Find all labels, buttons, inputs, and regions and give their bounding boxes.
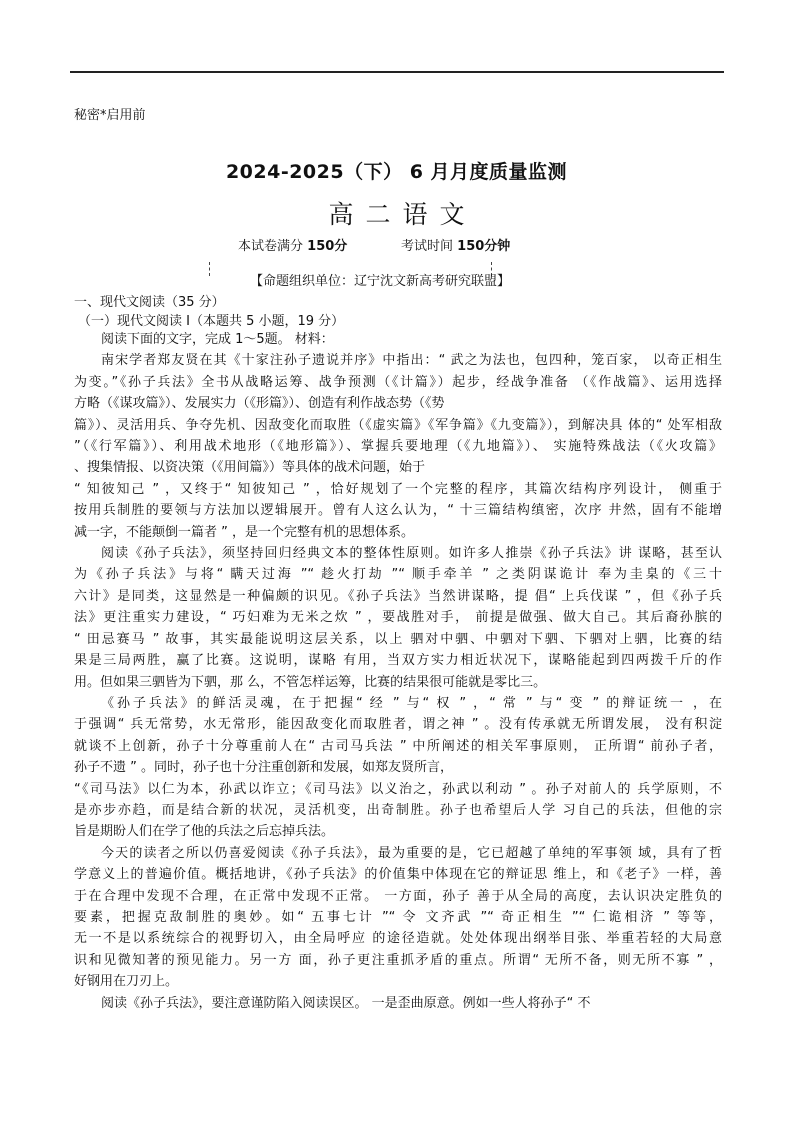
exam-title: 2024-2025（下） 6 月月度质量监测 (225, 161, 568, 183)
score-label: 本试卷满分 (238, 239, 304, 254)
passage-line: 学意义上的普遍价值。概括地讲，《孙子兵法》的价值集中体现在它的辩证思 维上，和《老子》一样，善 (74, 867, 722, 883)
passage-line: 《孙子兵法》的鲜活灵魂，在于把握“ 经 ” 与“ 权 ” ，“ 常 ” 与“ 变 ” 的辩证统一 ，在 (101, 695, 722, 711)
passage-line: 果是三局两胜，赢了比赛。这说明，谋略 有用，当双方实力相近状况下，谋略能起到四两拨千斤的作 (74, 653, 722, 669)
passage-line: 为变。”《孙子兵法》全书从战略运筹、战争预测（《计篇》）起步，经战争准备 （《作战篇》、运用选择 (74, 374, 722, 390)
cut-mark-left (209, 262, 210, 276)
passage-line: 旨是期盼人们在学了他的兵法之后忘掉兵法。 (74, 824, 335, 840)
time-info (401, 235, 510, 254)
passage-line: 为《孙子兵法》与将“ 瞒天过海 ”“ 趁火打劫 ”“ 顺手牵羊 ” 之类阴谋诡计 奉为圭臬的《三十 (74, 567, 722, 583)
passage-line: “ 知彼知己 ” ，又终于“ 知彼知己 ” ，恰好规划了一个完整的程序，其篇次结构序列设计， 侧重于 (74, 481, 722, 497)
confidential-label: 秘密*启用前 (74, 108, 146, 123)
passage-line: 无一不是以系统综合的视野切入，由全局呼应 的途径造就。处处体现出纲举目张、举重若轻的大局意 (74, 931, 722, 947)
passage-line: 、搜集情报、以资决策（《用间篇》）等具体的战术问题，始于 (74, 460, 426, 476)
passage-line: “ 田忌赛马 ” 故事，其实最能说明这层关系，以上 驷对中驷、中驷对下驷、下驷对上驷，比赛的结 (74, 631, 722, 647)
passage-line: 好钢用在刀刃上。 (74, 974, 179, 990)
passage-line: 六计》是同类，这显然是一种偏颇的识见。《孙子兵法》当然讲谋略，提 倡“ 上兵伐谋 ” ，但《孙子兵 (74, 588, 722, 604)
passage-line: 法》更注重实力建设，“ 巧妇难为无米之炊 ” ，要战胜对手， 前提是做强、做大自己。其后裔孙膑的 (74, 610, 722, 626)
time-value: 150分钟 (457, 239, 511, 254)
passage-line: 要素，把握克敌制胜的奥妙。如“ 五事七计 ”“ 令 文齐武 ”“ 奇正相生 ”“ 仁诡相济 ” 等等， (74, 909, 722, 925)
passage-line: 于在合理中发现不合理，在正常中发现不正常。 一方面，孙子 善于从全局的高度，去认识决定胜负的 (74, 888, 722, 904)
reading-passage (74, 329, 722, 1014)
passage-line: 孙子不遗 ” 。同时，孙子也十分注重创新和发展，如郑友贤所言， (74, 760, 453, 776)
subsection-heading: （一）现代文阅读 I（本题共 5 小题，19 分） (78, 314, 345, 329)
passage-line: 就谈不上创新，孙子十分尊重前人在“ 古司马兵法 ” 中所阐述的相关军事原则， 正所谓“ 前孙子者， (74, 738, 722, 754)
section-heading: 一、现代文阅读（35 分） (74, 295, 225, 310)
passage-line: 阅读《孙子兵法》，要注意谨防陷入阅读误区。 一是歪曲原意。例如一些人将孙子“ 不 (101, 995, 591, 1011)
passage-line: 篇》）、灵活用兵、争夺先机、因敌变化而取胜（《虚实篇》《军争篇》《九变篇》），到解决具 体的“ 处军相敌 (74, 417, 722, 433)
subject-title: 高二语文 (328, 200, 477, 229)
passage-line: 是亦步亦趋，而是结合新的状况，灵活机变，出奇制胜。孙子也希望后人学 习自己的兵法，但他的宗 (74, 802, 722, 818)
header-rule (70, 71, 724, 73)
passage-line: 识和见微知著的预见能力。另一方 面，孙子更注重抓矛盾的重点。所谓“ 无所不备，则无所不寡 ” ， (74, 952, 722, 968)
passage-line: 今天的读者之所以仍喜爱阅读《孙子兵法》，最为重要的是，它已超越了单纯的军事领 域，具有了哲 (101, 845, 722, 861)
passage-line: 方略（《谋攻篇》）、发展实力（《形篇》）、创造有利作战态势（《势 (74, 396, 445, 412)
passage-line: 用。但如果三驷皆为下驷，那 么，不管怎样运筹，比赛的结果很可能就是零比三。 (74, 674, 547, 690)
score-info (238, 235, 347, 254)
passage-line: 南宋学者郑友贤在其《十家注孙子遗说并序》中指出：“ 武之为法也，包四种，笼百家， 以奇正相生 (101, 353, 722, 369)
time-label: 考试时间 (401, 239, 454, 254)
score-value: 150分 (307, 239, 348, 254)
passage-line: 减一字，不能颠倒一篇者 ” ，是一个完整有机的思想体系。 (74, 524, 414, 540)
passage-line: ”（《行军篇》）、利用战术地形（《地形篇》）、掌握兵要地理（《九地篇》）、 实施特殊战法（《火攻篇》 (74, 439, 722, 455)
organizer-line: 【命题组织单位：辽宁沈文新高考研究联盟】 (250, 274, 511, 289)
passage-line: 阅读下面的文字，完成 1～5题。 材料： (101, 332, 334, 347)
passage-line: 于强调“ 兵无常势，水无常形，能因敌变化而取胜者，谓之神 ” 。没有传承就无所谓发展， 没有积淀 (74, 717, 722, 733)
passage-line: 阅读《孙子兵法》，须坚持回归经典文本的整体性原则。如许多人推崇《孙子兵法》讲 谋略，甚至认 (101, 546, 722, 562)
passage-line: “《司马法》以仁为本，孙武以诈立；《司马法》以义治之，孙武以利动 ” 。孙子对前人的 兵学原则，不 (74, 781, 722, 797)
passage-line: 按用兵制胜的要领与方法加以逻辑展开。曾有人这么认为，“ 十三篇结构缜密，次序 井然，固有不能增 (74, 503, 722, 519)
